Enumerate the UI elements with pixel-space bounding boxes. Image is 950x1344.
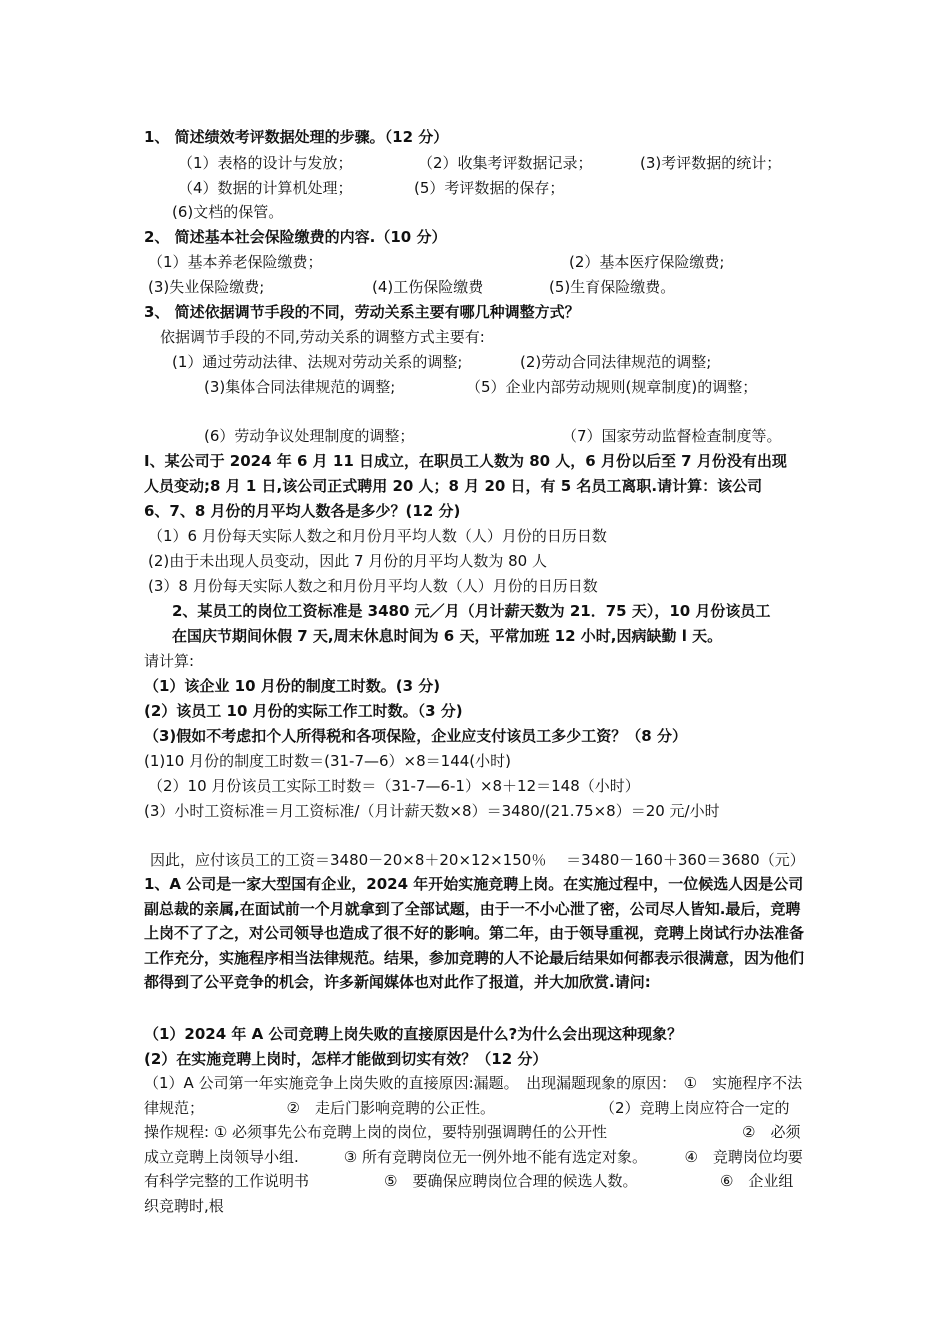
q3-item-5: （5）企业内部劳动规则(规章制度)的调整； — [466, 378, 758, 396]
calc2-answer-2: （2）10 月份该员工实际工时数＝（31-7—6-1）×8＋12＝148（小时） — [148, 777, 640, 795]
calc1-answer-3: (3）8 月份每天实际人数之和月份月平均人数（人）月份的日历日数 — [148, 577, 598, 595]
q1-item-5: (5）考评数据的保存； — [414, 179, 565, 197]
q3-title: 3、 简述依据调节手段的不同，劳动关系主要有哪几种调整方式？ — [144, 303, 580, 321]
q3-item-1: (1）通过劳动法律、法规对劳动关系的调整; — [172, 353, 463, 371]
q1-item-1: （1）表格的设计与发放； — [178, 154, 353, 172]
calc2-sub-1: （1）该企业 10 月份的制度工时数。(3 分) — [144, 677, 441, 695]
calc1-answer-2: (2)由于未出现人员变动，因此 7 月份的月平均人数为 80 人 — [148, 552, 547, 570]
q3-item-2: (2)劳动合同法律规范的调整; — [520, 353, 712, 371]
calc2-answer-1: (1)10 月份的制度工时数＝(31-7—6）×8＝144(小时) — [144, 752, 511, 770]
q2-item-5: (5)生育保险缴费。 — [549, 278, 676, 296]
calc1-answer-1: （1）6 月份每天实际人数之和月份月平均人数（人）月份的日历日数 — [148, 527, 607, 545]
q2-item-1: （1）基本养老保险缴费； — [148, 253, 323, 271]
calc2-conclusion: 因此，应付该员工的工资＝3480－20×8＋20×12×150％ ＝3480－160＋360＝3680（元） — [150, 851, 805, 869]
calc2-sub-3: （3)假如不考虑扣个人所得税和各项保险，企业应支付该员工多少工资？（8 分） — [144, 727, 687, 745]
q2-title: 2、 简述基本社会保险缴费的内容.（10 分） — [144, 228, 447, 246]
q3-item-6: (6）劳动争议处理制度的调整； — [204, 427, 415, 445]
q1-item-2: （2）收集考评数据记录； — [418, 154, 593, 172]
calc2-line-2: 在国庆节期间休假 7 天,周末休息时间为 6 天，平常加班 12 小时,因病缺勤 l 天。 — [172, 627, 723, 645]
q3-intro: 依据调节手段的不同,劳动关系的调整方式主要有: — [160, 328, 485, 346]
case1-paragraph: 1、A 公司是一家大型国有企业，2024 年开始实施竞聘上岗。在实施过程中，一位候选人因是公司副总裁的亲属,在面试前一个月就拿到了全部试题，由于一不小心泄了密，公司尽人皆知.最后，竞聘上岗不了了之，对公司领导也造成了很不好的影响。第二年，由于领导重视，竞聘上岗试行办法准备工作充分，实施程序相当法律规范。结果，参加竞聘的人不论最后结果如何都表示很满意，因为他们都得到了公平竞争的机会，许多新闻媒体也对此作了报道，并大加欣赏.请问: — [144, 875, 805, 991]
q2-item-3: (3)失业保险缴费; — [148, 278, 265, 296]
q2-item-2: (2）基本医疗保险缴费; — [569, 253, 725, 271]
calc2-line-1: 2、某员工的岗位工资标准是 3480 元／月（月计薪天数为 21．75 天），10 月份该员工 — [172, 602, 771, 620]
case1-answer: （1）A 公司第一年实施竞争上岗失败的直接原因:漏题。 出现漏题现象的原因： ① 实施程序不法律规范； ② 走后门影响竞聘的公正性。 （2）竞聘上岗应符合一定的操作规程: ① 必须事先公布竞聘上岗的岗位，要特别强调聘任的公开性 ② 必须成立竞聘上岗领导小组. ③ 所有竞聘岗位无一例外地不能有选定对象。 ④ 竞聘岗位均要有科学完整的工作说明书 ⑤ 要确保应聘岗位合理的候选人数。 ⑥ 企业组织竞聘时,根 — [144, 1074, 803, 1215]
calc1-line-1: I、某公司于 2024 年 6 月 11 日成立，在职员工人数为 80 人，6 月份以后至 7 月份没有出现 — [144, 452, 787, 470]
q1-item-3: (3)考评数据的统计； — [640, 154, 782, 172]
q3-item-3: (3)集体合同法律规范的调整; — [204, 378, 396, 396]
case1-question-2: (2）在实施竞聘上岗时，怎样才能做到切实有效？（12 分） — [144, 1050, 548, 1068]
calc1-line-3: 6、7、8 月份的月平均人数各是多少？(12 分) — [144, 502, 461, 520]
q1-item-4: （4）数据的计算机处理； — [178, 179, 353, 197]
calc2-answer-3: (3）小时工资标准＝月工资标准/（月计薪天数×8）＝3480/(21.75×8）＝20 元/小时 — [144, 802, 720, 820]
calc1-line-2: 人员变动;8 月 1 日,该公司正式聘用 20 人；8 月 20 日，有 5 名员工离职.请计算：该公司 — [144, 477, 763, 495]
q3-item-7: （7）国家劳动监督检查制度等。 — [562, 427, 782, 445]
q1-title: 1、 简述绩效考评数据处理的步骤。（12 分） — [144, 128, 449, 146]
calc2-sub-2: (2）该员工 10 月份的实际工作工时数。（3 分) — [144, 702, 463, 720]
calc2-prompt: 请计算: — [144, 652, 195, 670]
q1-item-6: (6)文档的保管。 — [172, 203, 284, 221]
case1-question-1: （1）2024 年 A 公司竞聘上岗失败的直接原因是什么?为什么会出现这种现象？ — [144, 1025, 683, 1043]
q2-item-4: (4)工伤保险缴费 — [372, 278, 484, 296]
